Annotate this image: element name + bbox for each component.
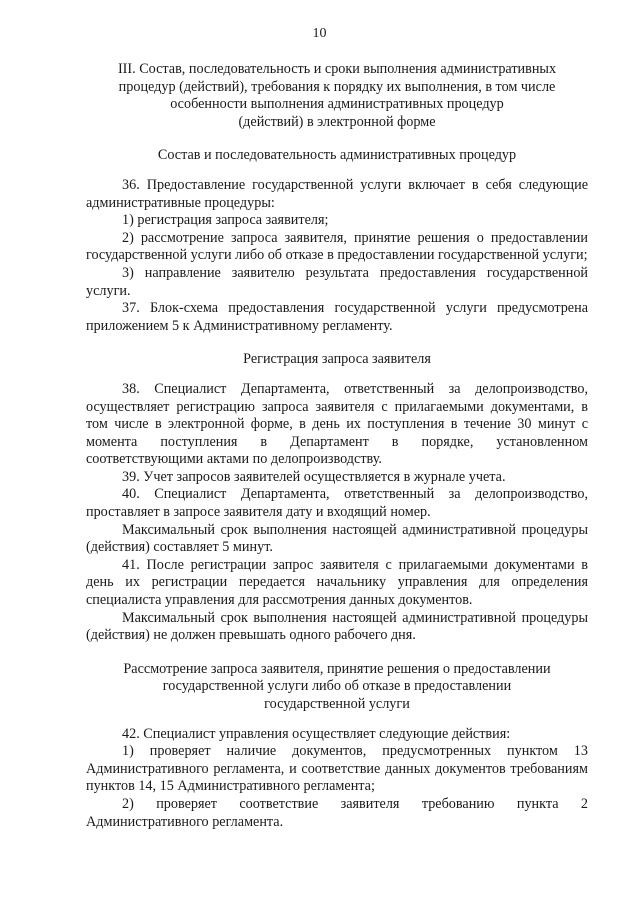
subsection-heading-composition: Состав и последовательность административных процедур	[157, 147, 517, 164]
paragraph-37: 37. Блок-схема предоставления государственной услуги предусмотрена приложением 5 к Административному регламенту.	[86, 300, 588, 334]
section-title-line: особенности выполнения административных процедур	[170, 96, 504, 113]
paragraph-42-item-1: 1) проверяет наличие документов, предусмотренных пунктом 13 Административного регламента, и соответствие данных документов требованиям пунктов 14, 15 Административного регламента;	[86, 743, 588, 795]
paragraph-40-max-term: Максимальный срок выполнения настоящей административной процедуры (действия) составляет 5 минут.	[86, 521, 588, 556]
page-number: 10	[312, 26, 327, 41]
paragraph-39: 39. Учет запросов заявителей осуществляется в журнале учета.	[122, 468, 506, 485]
subsection-heading-review	[86, 661, 588, 714]
subsection-heading-line: государственной услуги либо об отказе в предоставлении	[162, 678, 512, 695]
paragraph-40: 40. Специалист Департамента, ответственный за делопроизводство, проставляет в запросе заявителя дату и входящий номер.	[86, 486, 588, 521]
paragraph-41: 41. После регистрации запрос заявителя с прилагаемыми документами в день их регистрации передается начальнику управления для определения специалиста управления для рассмотрения данных документов.	[86, 556, 588, 609]
paragraph-36-item-1: 1) регистрация запроса заявителя;	[122, 212, 329, 229]
paragraph-42-item-2: 2) проверяет соответствие заявителя требованию пункта 2 Административного регламента.	[86, 795, 588, 830]
subsection-heading-line: Рассмотрение запроса заявителя, принятие решения о предоставлении	[123, 660, 551, 677]
section-title	[86, 61, 588, 131]
paragraph-36-item-2: 2) рассмотрение запроса заявителя, принятие решения о предоставлении государственной услуги либо об отказе в предоставлении государственной услуги;	[86, 229, 588, 264]
paragraph-41-max-term: Максимальный срок выполнения настоящей административной процедуры (действия) не должен превышать одного рабочего дня.	[86, 609, 588, 644]
subsection-heading-line: государственной услуги	[264, 696, 410, 712]
document-body	[86, 61, 588, 831]
paragraph-42: 42. Специалист управления осуществляет следующие действия:	[122, 725, 511, 742]
paragraph-36: 36. Предоставление государственной услуги включает в себя следующие административные процедуры:	[86, 176, 588, 211]
section-title-line: процедур (действий), требования к порядку их выполнения, в том числе	[118, 78, 556, 95]
paragraph-36-item-3: 3) направление заявителю результата предоставления государственной услуги.	[86, 264, 588, 299]
section-title-line: (действий) в электронной форме	[238, 113, 436, 130]
section-title-line: III. Состав, последовательность и сроки выполнения административных	[117, 61, 557, 77]
paragraph-38: 38. Специалист Департамента, ответственный за делопроизводство, осуществляет регистрацию запроса заявителя с прилагаемыми документами, в том числе в электронной форме, в день их поступления в течение 30 минут с момента поступления в Департамент в порядке, установленном соответствующими актами по делопроизводству.	[86, 380, 588, 468]
subsection-heading-registration: Регистрация запроса заявителя	[243, 351, 431, 368]
